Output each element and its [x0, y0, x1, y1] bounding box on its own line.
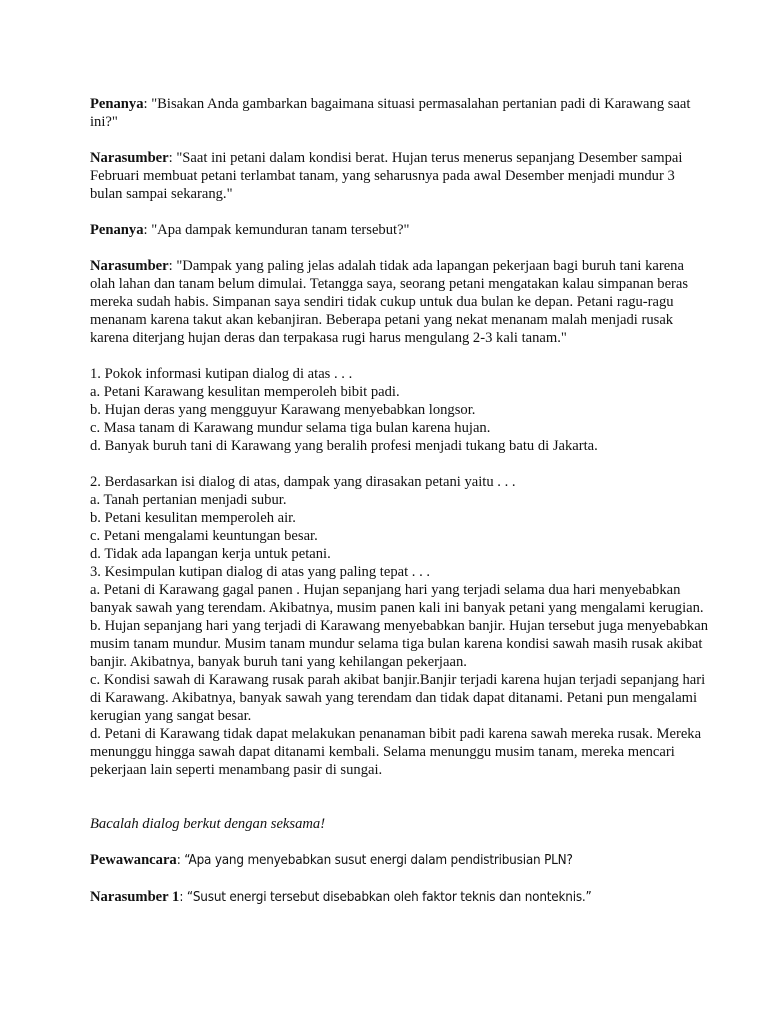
dialog-text: : "Apa dampak kemunduran tanam tersebut?": [143, 222, 410, 238]
answer-option: b. Hujan sepanjang hari yang terjadi di Karawang menyebabkan banjir. Hujan tersebut juga menyebabkan musim tanam mundur. Musim tanam mundur selama tiga bulan karena kondisi sawah masih rusak akibat banjir. Akibatnya, banyak buruh tani yang kehilangan pekerjaan.: [90, 618, 708, 670]
answer-option: d. Banyak buruh tani di Karawang yang beralih profesi menjadi tukang batu di Jakarta.: [90, 438, 598, 454]
answer-option: a. Petani Karawang kesulitan memperoleh bibit padi.: [90, 384, 400, 400]
dialog-line: [90, 221, 708, 239]
answer-option: a. Petani di Karawang gagal panen . Hujan sepanjang hari yang terjadi selama dua hari menyebabkan banyak sawah yang terendam. Akibatnya, musim panen kali ini banyak petani yang mengalami kerugian.: [90, 582, 704, 616]
dialog-line: [90, 888, 708, 907]
answer-option: b. Petani kesulitan memperoleh air.: [90, 510, 296, 526]
dialog-line: [90, 257, 708, 347]
speaker-name: Penanya: [90, 96, 144, 112]
question-text: 3. Kesimpulan kutipan dialog di atas yang paling tepat . . .: [90, 564, 431, 580]
answer-option: c. Masa tanam di Karawang mundur selama tiga bulan karena hujan.: [90, 420, 491, 436]
dialog-text: : “Susut energi tersebut disebabkan oleh faktor teknis dan nonteknis.”: [179, 890, 592, 905]
question-3: [90, 563, 708, 779]
dialog-text: : "Dampak yang paling jelas adalah tidak ada lapangan pekerjaan bagi buruh tani karena olah lahan dan tanam belum dimulai. Tetangga saya, seorang petani mengatakan kalau simpanan beras mereka sudah habis. Simpanan saya sendiri tidak cukup untuk dua bulan ke depan. Petani ragu-ragu menanam karena takut akan kebanjiran. Beberapa petani yang nekat menanam malah menjadi rusak karena diterjang hujan deras dan terpakasa rugi harus mengulang 2-3 kali tanam.": [90, 258, 689, 346]
question-text: 1. Pokok informasi kutipan dialog di atas . . .: [90, 366, 353, 382]
dialog-line: [90, 95, 708, 131]
dialog-line: [90, 851, 708, 870]
dialog-line: [90, 149, 708, 203]
instruction-text: Bacalah dialog berkut dengan seksama!: [90, 816, 326, 832]
dialog-text: : “Apa yang menyebabkan susut energi dalam pendistribusian PLN?: [176, 853, 573, 868]
answer-option: c. Kondisi sawah di Karawang rusak parah akibat banjir.Banjir terjadi karena hujan terjadi sepanjang hari di Karawang. Akibatnya, banyak sawah yang terendam dan tidak dapat ditanami. Petani pun mengalami kerugian yang sangat besar.: [90, 672, 706, 724]
speaker-name: Narasumber: [90, 150, 169, 166]
question-1: [90, 365, 708, 455]
answer-option: d. Tidak ada lapangan kerja untuk petani.: [90, 546, 331, 562]
question-text: 2. Berdasarkan isi dialog di atas, dampak yang dirasakan petani yaitu . . .: [90, 474, 516, 490]
speaker-name: Narasumber: [90, 258, 169, 274]
speaker-name: Pewawancara: [90, 852, 177, 868]
answer-option: a. Tanah pertanian menjadi subur.: [90, 492, 287, 508]
speaker-name: Penanya: [90, 222, 144, 238]
dialog-text: : "Saat ini petani dalam kondisi berat. Hujan terus menerus sepanjang Desember sampai Februari membuat petani terlambat tanam, yang seharusnya pada awal Desember menjadi mundur 3 bulan sampai sekarang.": [90, 150, 683, 202]
answer-option: c. Petani mengalami keuntungan besar.: [90, 528, 318, 544]
question-2: [90, 473, 708, 563]
answer-option: d. Petani di Karawang tidak dapat melakukan penanaman bibit padi karena sawah mereka rusak. Mereka menunggu hingga sawah dapat ditanami kembali. Selama menunggu musim tanam, mereka mencari pekerjaan lain seperti menambang pasir di sungai.: [90, 726, 702, 778]
answer-option: b. Hujan deras yang mengguyur Karawang menyebabkan longsor.: [90, 402, 476, 418]
dialog-text: : "Bisakan Anda gambarkan bagaimana situasi permasalahan pertanian padi di Karawang saat ini?": [90, 96, 691, 130]
speaker-name: Narasumber 1: [90, 889, 180, 905]
